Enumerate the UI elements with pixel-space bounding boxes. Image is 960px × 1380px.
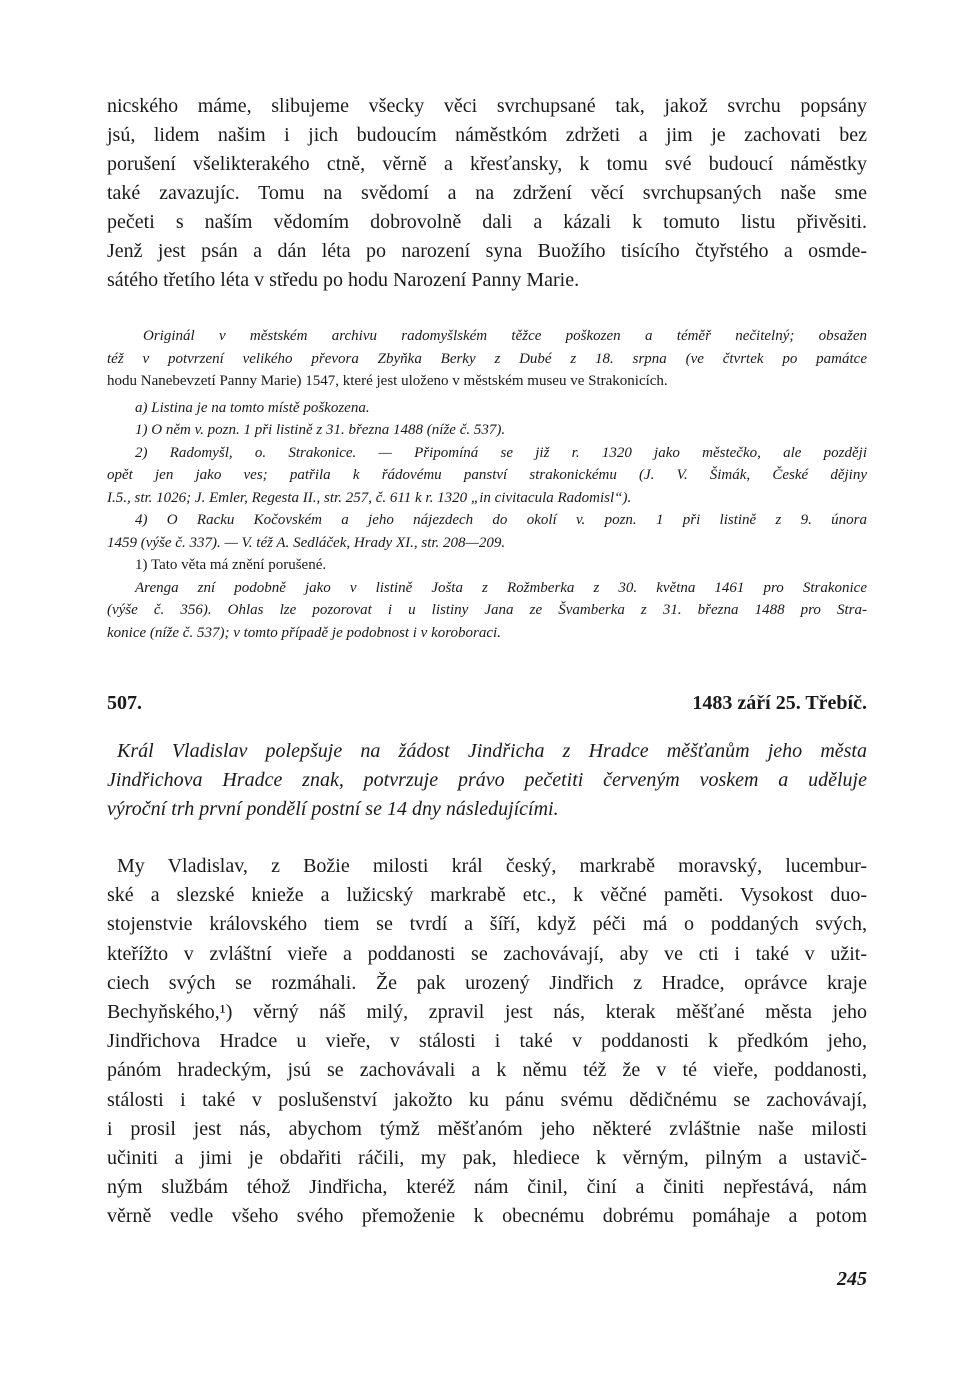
text-line: nicského máme, slibujeme všecky věci svrchupsané tak, jakož svrchu popsány — [107, 95, 867, 117]
note-5: 1) Tato věta má znění porušené. — [135, 557, 327, 573]
summary-line: Král Vladislav polepšuje na žádost Jindřicha z Hradce měšťanům jeho města — [117, 740, 867, 762]
text-line: porušení všelikterakého ctně, věrně a křesťansky, k tomu své budoucí náměstky — [107, 153, 867, 175]
text-line: ným službám téhož Jindřicha, kteréž nám činil, činí a činiti nepřestává, nám — [107, 1176, 867, 1199]
note-line: I.5., str. 1026; J. Emler, Regesta II., str. 257, č. 611 k r. 1320 „in civitacula Radomisl“). — [107, 489, 632, 506]
text-line: Bechyňského,¹) věrný náš milý, zpravil jest nás, kterak měšťané města jeho — [107, 1001, 867, 1024]
text-line: pánóm hradeckým, jsú se zachovávali a k němu též že v té vieře, poddanosti, — [107, 1059, 867, 1082]
entry-heading — [107, 692, 867, 715]
text-line: My Vladislav, z Božie milosti král český, markrabě moravský, lucembur- — [117, 855, 867, 877]
note-line: Arenga zní podobně jako v listině Jošta z Rožmberka z 30. května 1461 pro Strakonice — [135, 579, 867, 596]
continued-charter-text — [107, 92, 867, 295]
note-line: 4) O Racku Kočovském a jeho nájezdech do okolí v. pozn. 1 při listině z 9. února — [135, 512, 867, 528]
text-line: sátého třetího léta v středu po hodu Narození Panny Marie. — [107, 269, 580, 291]
page-number: 245 — [837, 1268, 867, 1290]
note-line: konice (níže č. 537); v tomto případě je podobnost i v koroboraci. — [107, 624, 501, 641]
text-line: Jenž jest psán a dán léta po narození syna Buožího tisícího čtyřstého a osmde- — [107, 240, 867, 262]
text-line: jsú, lidem našim i jich budoucím náměstkóm zdržeti a jim je zachovati bez — [107, 124, 867, 146]
note-original — [107, 325, 867, 393]
note-a: a) Listina je na tomto místě poškozena. — [135, 399, 370, 416]
entry-number: 507. — [107, 692, 142, 714]
text-line: pečeti s naším vědomím dobrovolně dali a kázali k tomuto listu přivěsiti. — [107, 211, 867, 233]
note-1: 1) O něm v. pozn. 1 při listině z 31. března 1488 (níže č. 537). — [135, 422, 506, 438]
note-4 — [107, 509, 867, 554]
text-line: i prosil jest nás, abychom týmž měšťanóm jeho některé zvláštnie naše milosti — [107, 1117, 867, 1140]
text-line: věrně vedle všeho svého přemoženie k obecnému dobrému pomáhaje a potom — [107, 1205, 867, 1228]
entry-summary — [107, 737, 867, 824]
entry-text — [107, 852, 867, 1232]
text-line: učiniti a jimi je obdařiti ráčili, my pak, hlediece k věrným, pilným a ustavič- — [107, 1147, 867, 1170]
note-line: (výše č. 356). Ohlas lze pozorovat i u listiny Jana ze Švamberka z 31. března 1488 pro Stra- — [107, 602, 867, 618]
text-line: ské a slezské knieže a lužicský markrabě etc., k věčné paměti. Vysokost duo- — [107, 884, 867, 907]
text-line: také zavazujíc. Tomu na svědomí a na zdržení věcí svrchupsaných naše sme — [107, 182, 867, 204]
text-line: ciech svých se rozmáhali. Že pak urozený Jindřich z Hradce, oprávce kraje — [107, 971, 867, 994]
summary-line: výroční trh první pondělí postní se 14 dny následujícími. — [107, 798, 559, 820]
note-line: hodu Nanebevzetí Panny Marie) 1547, které jest uloženo v městském museu ve Strakonicích. — [107, 373, 668, 389]
note-line: 1459 (výše č. 337). — V. též A. Sedláček, Hrady XI., str. 208—209. — [107, 534, 506, 551]
note-line: opět jen jako ves; patřila k řádovému panství strakonickému (J. V. Šimák, České dějiny — [107, 467, 867, 483]
page-content — [107, 92, 867, 1232]
text-line: kteřížto v zvláštní vieře a poddanosti se zachovávají, aby ve cti i také v užit- — [107, 942, 867, 965]
summary-line: Jindřichova Hradce znak, potvrzuje právo pečetiti červeným voskem a uděluje — [107, 769, 867, 791]
footnotes — [107, 325, 867, 644]
note-arenga — [107, 577, 867, 645]
note-line: též v potvrzení velikého převora Zbyňka Berky z Dubé z 18. srpna (ve čtvrtek po památce — [107, 350, 867, 367]
text-line: Jindřichova Hradce u vieře, v stálosti i také v poddanosti k předkóm jeho, — [107, 1030, 867, 1053]
entry-date-place: 1483 září 25. Třebíč. — [692, 692, 867, 714]
note-line: Originál v městském archivu radomyšlském těžce poškozen a téměř nečitelný; obsažen — [143, 328, 867, 344]
note-2 — [107, 442, 867, 510]
text-line: stojenstvie královského tiem se tvrdí a šíří, když péči má o poddaných svých, — [107, 913, 867, 936]
note-line: 2) Radomyšl, o. Strakonice. — Připomíná se již r. 1320 jako městečko, ale později — [135, 444, 867, 461]
text-line: stálosti i také v poslušenství jakožto ku pánu svému dědičnému se zachovávají, — [107, 1088, 867, 1111]
